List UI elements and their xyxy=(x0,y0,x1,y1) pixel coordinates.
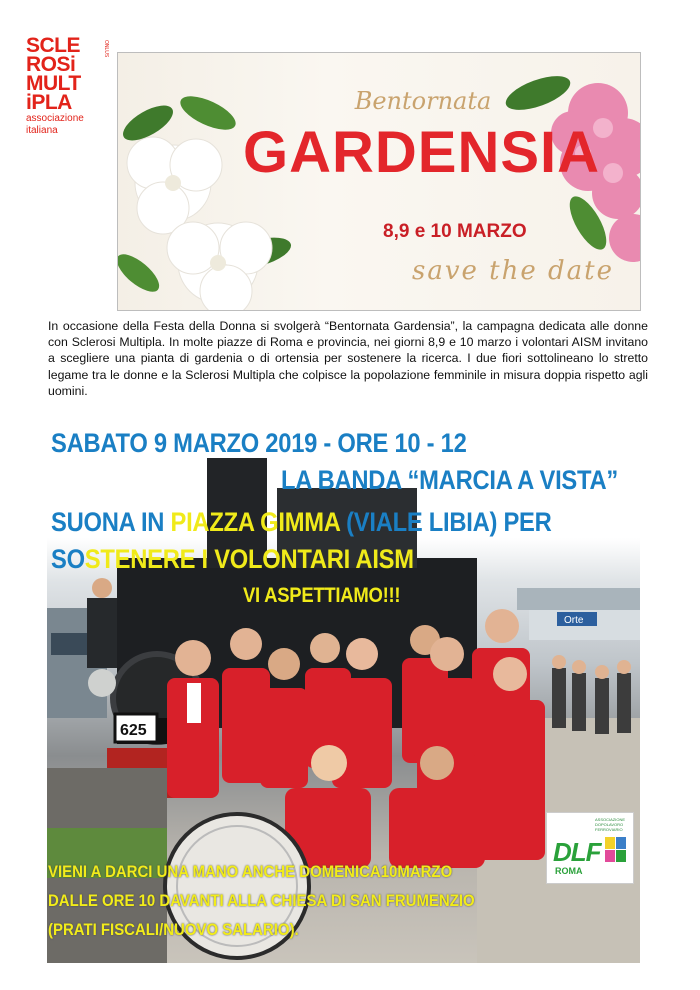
banner-save-the-date: save the date xyxy=(411,256,614,286)
logo-line-4: iPLA xyxy=(26,91,72,114)
bottom-line-3: (PRATI FISCALI/NUOVO SALARIO). xyxy=(48,920,299,939)
poster-line-band: LA BANDA “MARCIA A VISTA” xyxy=(281,465,619,495)
poster-line-support-a: SO xyxy=(51,544,85,574)
dlf-roma-logo xyxy=(546,812,634,884)
banner-title xyxy=(243,119,601,186)
aism-logo xyxy=(26,36,112,136)
bottom-line-2: DALLE ORE 10 DAVANTI ALLA CHIESA DI SAN FRUMENZIO xyxy=(48,891,475,910)
poster-line-date: SABATO 9 MARZO 2019 - ORE 10 - 12 xyxy=(51,428,467,458)
poster-line-support xyxy=(51,544,414,575)
poster-line-location-c: (VIALE LIBIA) PER xyxy=(339,507,552,537)
banner-script-title: Bentornata xyxy=(354,87,492,115)
banner-dates: 8,9 e 10 MARZO xyxy=(383,221,527,242)
poster-line-support-b: STENERE I VOLONTARI AISM xyxy=(84,544,414,574)
poster-line-waiting: VI ASPETTIAMO!!! xyxy=(243,584,401,607)
poster-line-location-b: PIAZZA GIMMA xyxy=(170,507,340,537)
logo-subtitle-1: associazione xyxy=(26,113,84,124)
banner-title-part-1: GARD xyxy=(243,120,418,185)
dlf-logo-caption: ASSOCIAZIONE DOPOLAVORO FERROVIARIO xyxy=(595,817,626,832)
logo-onlus: ONLUS xyxy=(103,40,109,58)
logo-subtitle-2: italiana xyxy=(26,125,58,136)
poster-line-location xyxy=(51,507,552,538)
logo-line-2: ROSi xyxy=(26,53,76,76)
gardensia-banner xyxy=(117,52,641,311)
station-sign: Orte xyxy=(564,615,584,626)
dlf-logo-city: ROMA xyxy=(555,866,583,876)
banner-title-part-2: ENSIA xyxy=(417,120,601,185)
dlf-logo-mark: DLF xyxy=(553,837,601,867)
logo-line-1: SCLE xyxy=(26,34,81,57)
logo-line-3: MULT xyxy=(26,72,81,95)
poster-line-location-a: SUONA IN xyxy=(51,507,171,537)
locomotive-number: 625 xyxy=(120,722,147,739)
dlf-puzzle-icon xyxy=(605,837,627,863)
bottom-line-1: VIENI A DARCI UNA MANO ANCHE DOMENICA10MARZO xyxy=(48,862,453,881)
intro-paragraph: In occasione della Festa della Donna si svolgerà “Bentornata Gardensia”, la campagna dedicata alle donne con Sclerosi Multipla. In molte piazze di Roma e provincia, nei giorni 8,9 e 10 marzo i volontari AISM invitano a scegliere una pianta di gardenia o di ortensia per sostenere la ricerca. I due fiori sottolineano lo stretto legame tra le donne e la Sclerosi Multipla che colpisce la popolazione femminile in misura doppia rispetto agli uomini. xyxy=(48,319,648,398)
